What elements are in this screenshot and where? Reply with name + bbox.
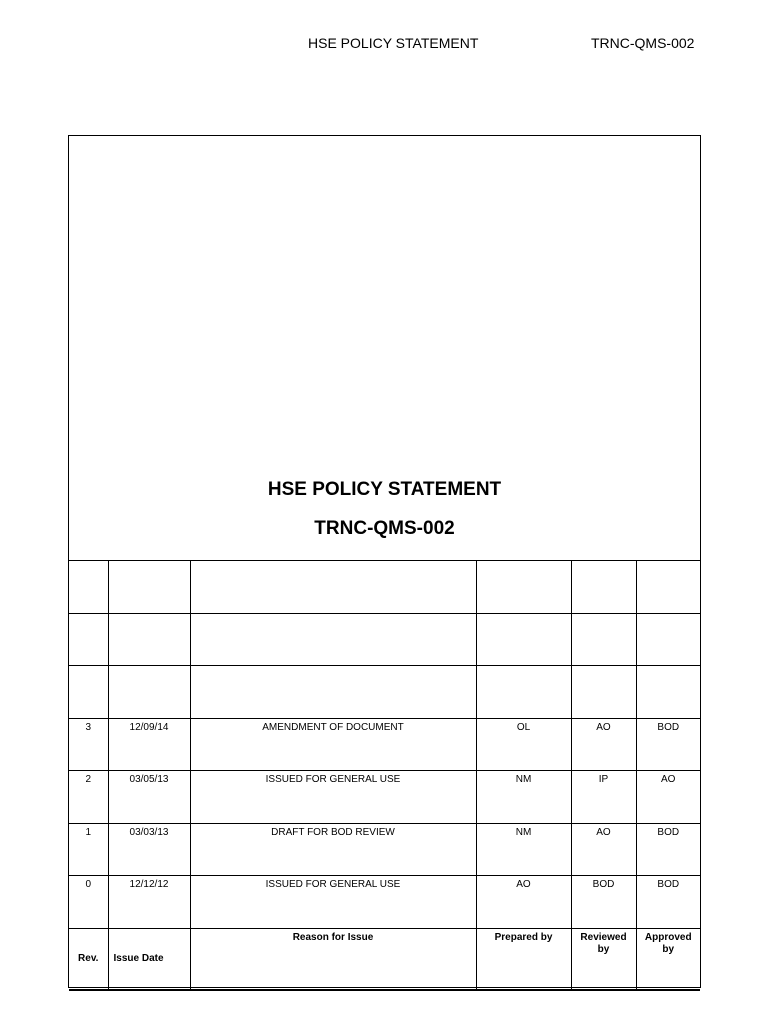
cell-reason bbox=[190, 613, 476, 666]
cell-rev bbox=[69, 613, 108, 666]
table-row bbox=[69, 771, 700, 824]
cell-reviewed-by: AO bbox=[571, 823, 636, 876]
cell-reason bbox=[190, 561, 476, 614]
document-title: HSE POLICY STATEMENT bbox=[267, 479, 502, 500]
cell-prepared-by: AO bbox=[476, 876, 571, 929]
cell-reason bbox=[190, 666, 476, 719]
cell-rev bbox=[69, 561, 108, 614]
cell-approved-by: BOD bbox=[636, 876, 700, 929]
cell-issue-date: 12/12/12 bbox=[108, 876, 190, 929]
cell-prepared-by: OL bbox=[476, 718, 571, 771]
cell-prepared-by bbox=[476, 666, 571, 719]
cell-rev: 2 bbox=[69, 771, 108, 824]
table-row bbox=[69, 613, 700, 666]
cell-reviewed-by bbox=[571, 666, 636, 719]
cell-issue-date: 03/05/13 bbox=[108, 771, 190, 824]
table-row bbox=[69, 718, 700, 771]
cell-reviewed-by bbox=[571, 613, 636, 666]
title-area bbox=[69, 136, 700, 560]
cell-reviewed-by: IP bbox=[571, 771, 636, 824]
cell-approved-by bbox=[636, 666, 700, 719]
column-header-reviewed-by: Reviewed by bbox=[571, 928, 636, 990]
revision-table bbox=[69, 560, 700, 991]
cell-reason: ISSUED FOR GENERAL USE bbox=[190, 876, 476, 929]
document-cover-box bbox=[68, 135, 701, 988]
cell-issue-date bbox=[108, 666, 190, 719]
cell-prepared-by bbox=[476, 561, 571, 614]
table-row bbox=[69, 561, 700, 614]
cell-approved-by bbox=[636, 561, 700, 614]
cell-approved-by: AO bbox=[636, 771, 700, 824]
cell-issue-date: 03/03/13 bbox=[108, 823, 190, 876]
cell-rev: 0 bbox=[69, 876, 108, 929]
column-header-issue-date: Issue Date bbox=[108, 928, 190, 990]
table-row bbox=[69, 876, 700, 929]
column-header-approved-by: Approved by bbox=[636, 928, 700, 990]
cell-prepared-by: NM bbox=[476, 771, 571, 824]
table-row bbox=[69, 666, 700, 719]
cell-reviewed-by: BOD bbox=[571, 876, 636, 929]
cell-approved-by: BOD bbox=[636, 718, 700, 771]
document-code: TRNC-QMS-002 bbox=[314, 518, 455, 539]
cell-prepared-by: NM bbox=[476, 823, 571, 876]
cell-reason: ISSUED FOR GENERAL USE bbox=[190, 771, 476, 824]
page-header-title: HSE POLICY STATEMENT bbox=[308, 35, 479, 51]
cell-issue-date bbox=[108, 561, 190, 614]
cell-rev: 3 bbox=[69, 718, 108, 771]
cell-reason: AMENDMENT OF DOCUMENT bbox=[190, 718, 476, 771]
cell-rev bbox=[69, 666, 108, 719]
column-header-reason: Reason for Issue bbox=[190, 928, 476, 990]
cell-reason: DRAFT FOR BOD REVIEW bbox=[190, 823, 476, 876]
cell-prepared-by bbox=[476, 613, 571, 666]
table-row bbox=[69, 823, 700, 876]
column-header-rev: Rev. bbox=[69, 928, 108, 990]
cell-rev: 1 bbox=[69, 823, 108, 876]
cell-issue-date bbox=[108, 613, 190, 666]
page-header-code: TRNC-QMS-002 bbox=[591, 35, 695, 51]
cell-reviewed-by bbox=[571, 561, 636, 614]
cell-approved-by bbox=[636, 613, 700, 666]
column-header-prepared-by: Prepared by bbox=[476, 928, 571, 990]
cell-issue-date: 12/09/14 bbox=[108, 718, 190, 771]
table-header-row bbox=[69, 928, 700, 990]
cell-approved-by: BOD bbox=[636, 823, 700, 876]
cell-reviewed-by: AO bbox=[571, 718, 636, 771]
